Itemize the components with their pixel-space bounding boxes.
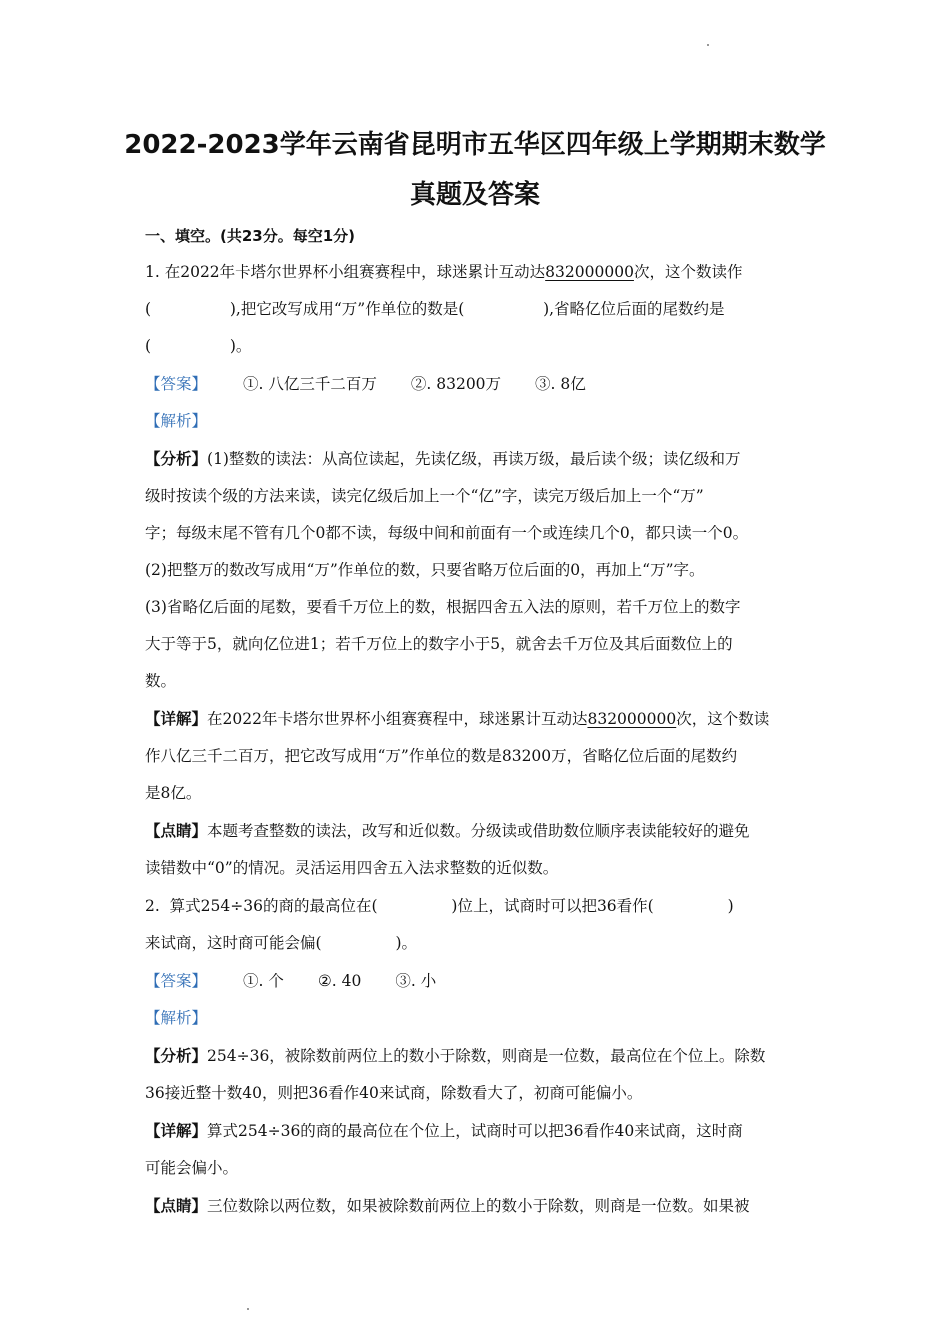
answer-tag: 【答案】 (145, 375, 208, 393)
detail-line: 【详解】算式254÷36的商的最高位在个位上，试商时可以把36看作40来试商，这时商 (145, 1122, 743, 1140)
answer-item: ③. 小 (395, 972, 437, 990)
detail-line: 作八亿三千二百万，把它改写成用“万”作单位的数是83200万，省略亿位后面的尾数约 (145, 747, 738, 765)
answer-item: ③. 8亿 (535, 375, 586, 393)
question-1-stem-b: 次，这个数读作 (633, 263, 743, 281)
answer-item: ②. 83200万 (410, 375, 502, 393)
question-1-stem (145, 262, 742, 282)
detail-line: 是8亿。 (145, 784, 202, 802)
question-1-number: 832000000 (545, 263, 634, 281)
point-tag: 【点睛】 (145, 822, 208, 840)
point-line: 【点睛】本题考查整数的读法，改写和近似数。分级读或借助数位顺序表读能较好的避免 (145, 822, 750, 840)
question-1-line2: ( ),把它改写成用“万”作单位的数是( ),省略亿位后面的尾数约是 (145, 300, 725, 318)
point-line: 【点睛】三位数除以两位数，如果被除数前两位上的数小于除数，则商是一位数。如果被 (145, 1197, 750, 1215)
analysis-line: 数。 (145, 672, 177, 690)
answer-item: ①. 八亿三千二百万 (243, 375, 377, 393)
question-2-answer (145, 971, 436, 991)
analysis-line: (3)省略亿后面的尾数，要看千万位上的数，根据四舍五入法的原则，若千万位上的数字 (145, 598, 741, 616)
analysis-line: 【分析】254÷36，被除数前两位上的数小于除数，则商是一位数，最高位在个位上。除数 (145, 1047, 766, 1065)
analysis-line: 级时按读个级的方法来读，读完亿级后加上一个“亿”字，读完万级后加上一个“万” (145, 487, 704, 505)
question-1-stem-a: 1. 在2022年卡塔尔世界杯小组赛赛程中，球迷累计互动达 (145, 263, 546, 281)
analysis-line: 36接近整十数40，则把36看作40来试商，除数看大了，初商可能偏小。 (145, 1084, 643, 1102)
jiexi-tag: 【解析】 (145, 1009, 208, 1027)
question-2-line2: 来试商，这时商可能会偏( )。 (145, 934, 418, 952)
answer-item: ②. 40 (317, 972, 362, 990)
question-1-answer (145, 374, 586, 394)
detail-number: 832000000 (587, 710, 677, 728)
analysis-line: 【分析】(1)整数的读法：从高位读起，先读亿级，再读万级，最后读个级；读亿级和万 (145, 450, 741, 468)
scan-dot (707, 44, 709, 46)
point-tag: 【点睛】 (145, 1197, 208, 1215)
analysis-line: (2)把整万的数改写成用“万”作单位的数，只要省略万位后面的0，再加上“万”字。 (145, 561, 705, 579)
point-line: 读错数中“0”的情况。灵活运用四舍五入法求整数的近似数。 (145, 859, 559, 877)
question-2-line1: 2. 算式254÷36的商的最高位在( )位上，试商时可以把36看作( ) (145, 897, 734, 915)
detail-line: 可能会偏小。 (145, 1159, 239, 1177)
detail-tag: 【详解】 (145, 710, 208, 728)
detail-tag: 【详解】 (145, 1122, 208, 1140)
answer-tag: 【答案】 (145, 972, 208, 990)
question-1-line3: ( )。 (145, 337, 252, 355)
section-heading: 一、填空。(共23分。每空1分) (145, 227, 356, 245)
jiexi-tag: 【解析】 (145, 412, 208, 430)
analysis-tag: 【分析】 (145, 1047, 208, 1065)
answer-item: ①. 个 (243, 972, 284, 990)
analysis-tag: 【分析】 (145, 450, 208, 468)
scan-dot (247, 1308, 249, 1310)
detail-line: 【详解】在2022年卡塔尔世界杯小组赛赛程中，球迷累计互动达832000000次，这个数读 (145, 710, 770, 728)
document-title-line2: 真题及答案 (409, 180, 540, 210)
analysis-line: 字；每级末尾不管有几个0都不读，每级中间和前面有一个或连续几个0，都只读一个0。 (145, 524, 749, 542)
analysis-line: 大于等于5，就向亿位进1；若千万位上的数字小于5，就舍去千万位及其后面数位上的 (145, 635, 733, 653)
document-title-line1: 2022-2023学年云南省昆明市五华区四年级上学期期末数学 (124, 130, 826, 160)
